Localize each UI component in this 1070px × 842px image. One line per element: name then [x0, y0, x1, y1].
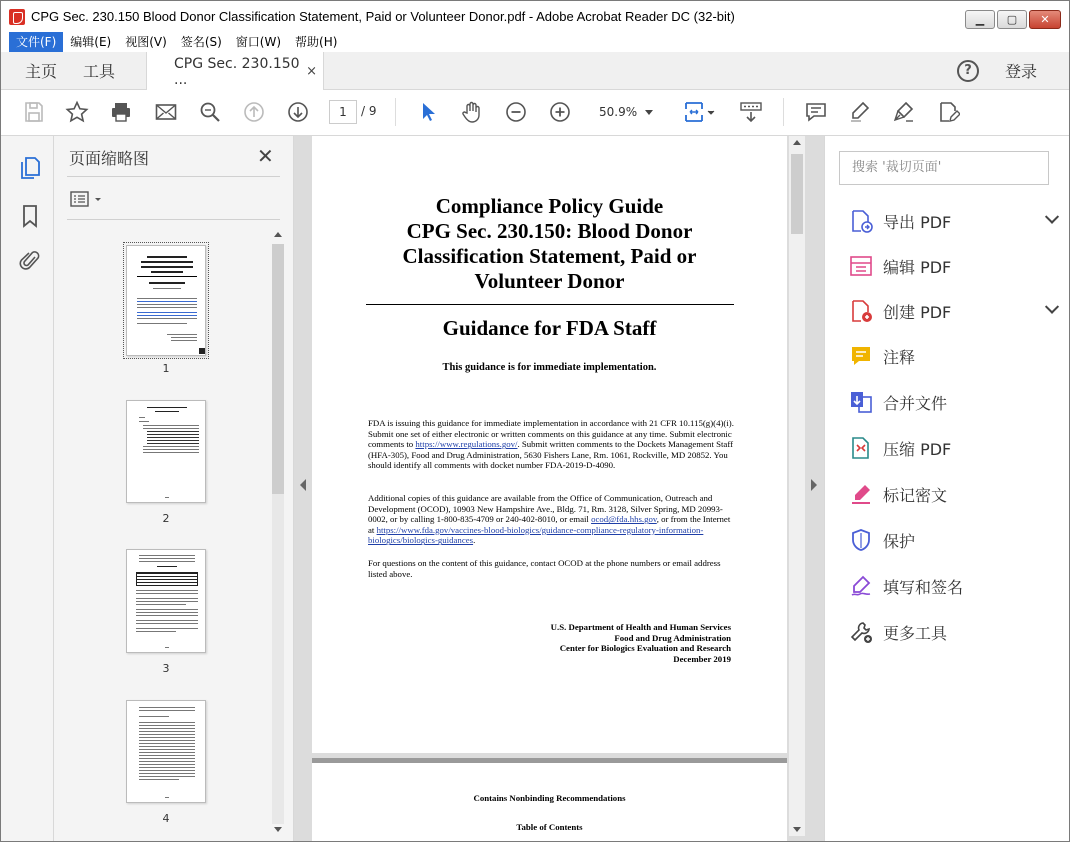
thumbnail-page-number: 3 — [162, 662, 170, 675]
combine-files-icon — [849, 390, 873, 414]
zoom-level-dropdown[interactable]: 50.9% — [589, 100, 661, 124]
tool-compress-pdf[interactable] — [849, 432, 1059, 464]
close-panel-icon[interactable]: ✕ — [257, 144, 274, 168]
share-edit-icon[interactable] — [936, 100, 960, 124]
regulations-link[interactable]: https://www.regulations.gov/ — [415, 439, 518, 450]
tool-label: 注释 — [883, 347, 916, 367]
ocod-email-link[interactable]: ocod@fda.hhs.gov — [591, 514, 657, 525]
copies-paragraph: Additional copies of this guidance are available from the Office of Communication, Outreach and Development (OCOD), 10903 New Hampshire Ave., Bldg. 71, Rm. 3128, Silver Spring, MD 20993-0002, or by calling 1-800-835-4709 or 240-402-8010, or email ocod@fda.hhs.gov, or from the Internet at https://www.fda.gov/vaccines-blood-biologics/guidance-compliance-regulatory-information-biologics/biologics-guidances. — [368, 493, 731, 546]
toolbar-divider — [395, 98, 396, 126]
collapse-right-panel-icon[interactable] — [811, 479, 817, 491]
maximize-button[interactable]: ▢ — [997, 10, 1027, 29]
document-title — [312, 194, 787, 294]
scroll-mode-icon[interactable] — [739, 100, 763, 124]
print-icon[interactable] — [109, 100, 133, 124]
document-subtitle: Guidance for FDA Staff — [442, 316, 657, 340]
save-icon[interactable] — [22, 100, 46, 124]
title-line: CPG Sec. 230.150: Blood Donor — [406, 219, 693, 243]
menu-sign[interactable]: 签名(S) — [180, 35, 222, 49]
minimize-button[interactable]: ▁ — [965, 10, 995, 29]
page-number-input[interactable]: 1 — [329, 100, 357, 124]
tool-label: 保护 — [883, 531, 916, 551]
protect-icon — [849, 528, 873, 552]
thumbnail-scrollbar[interactable] — [270, 232, 286, 832]
redact-icon — [849, 482, 873, 506]
tool-edit-pdf[interactable] — [849, 250, 1059, 282]
document-viewer[interactable] — [294, 136, 824, 842]
tool-comment[interactable] — [849, 340, 1059, 372]
search-zoom-icon[interactable] — [198, 100, 222, 124]
menu-help[interactable]: 帮助(H) — [295, 35, 338, 49]
implementation-note: This guidance is for immediate implementation. — [442, 362, 657, 373]
next-page-icon[interactable] — [286, 100, 310, 124]
select-cursor-icon[interactable] — [416, 100, 440, 124]
thumbnail-panel-title: 页面缩略图 — [69, 149, 150, 168]
menu-edit[interactable]: 编辑(E) — [70, 35, 112, 49]
tab-tools[interactable]: 工具 — [83, 62, 116, 81]
tool-combine-files[interactable] — [849, 386, 1059, 418]
toc-heading: Table of Contents — [516, 822, 583, 832]
tools-search-input[interactable]: 搜索 '裁切页面' — [839, 151, 1049, 185]
collapse-left-panel-icon[interactable] — [300, 479, 306, 491]
panel-divider — [67, 219, 280, 220]
fit-page-icon[interactable] — [683, 100, 717, 124]
tool-label: 更多工具 — [883, 623, 948, 643]
title-line: Compliance Policy Guide — [435, 194, 664, 218]
compress-pdf-icon — [849, 436, 873, 460]
pdf-page-1 — [312, 136, 787, 753]
close-window-button[interactable]: ✕ — [1029, 10, 1061, 29]
tab-bar — [1, 52, 1069, 90]
tab-home[interactable]: 主页 — [25, 62, 58, 81]
email-icon[interactable] — [154, 100, 178, 124]
thumbnail-page-number: 2 — [162, 512, 170, 525]
tool-protect[interactable] — [849, 524, 1059, 556]
window-title: CPG Sec. 230.150 Blood Donor Classification Statement, Paid or Volunteer Donor.pdf - Adobe Acrobat Reader DC (32-bit) — [31, 9, 735, 24]
tool-label: 合并文件 — [883, 393, 948, 413]
tool-label: 标记密文 — [883, 485, 948, 505]
menu-bar — [1, 32, 1069, 52]
tool-label: 编辑 PDF — [883, 257, 952, 277]
create-pdf-icon — [849, 299, 873, 323]
previous-page-icon[interactable] — [242, 100, 266, 124]
attachments-icon[interactable] — [19, 249, 41, 273]
signature-line: December 2019 — [673, 653, 731, 664]
chevron-down-icon[interactable] — [1045, 210, 1059, 224]
bookmarks-icon[interactable] — [19, 204, 41, 228]
menu-window[interactable]: 窗口(W) — [235, 35, 282, 49]
title-line: Classification Statement, Paid or — [402, 244, 697, 268]
zoom-in-icon[interactable] — [548, 100, 572, 124]
questions-paragraph: For questions on the content of this guidance, contact OCOD at the phone numbers or email address listed above. — [368, 558, 721, 579]
acrobat-app-icon — [9, 9, 25, 25]
signature-line: Center for Biologics Evaluation and Research — [559, 643, 731, 654]
comment-icon — [849, 344, 873, 368]
main-toolbar — [1, 90, 1069, 136]
tab-document[interactable] — [146, 52, 324, 91]
bookmark-star-icon[interactable] — [65, 100, 89, 124]
thumbnail-page-1[interactable] — [126, 245, 206, 356]
export-pdf-icon — [849, 209, 873, 233]
menu-view[interactable]: 视图(V) — [125, 35, 167, 49]
toolbar-divider — [783, 98, 784, 126]
thumbnail-page-3[interactable] — [126, 549, 206, 653]
comments-paragraph: FDA is issuing this guidance for immediate implementation in accordance with 21 CFR 10.115(g)(4)(i). Submit one set of either electronic or written comments on this guidance at any time. Submit electronic comments to https://www.regulations.gov/. Submit written comments to the Dockets Management Staff (HFA-305), Food and Drug Administration, 5630 Fishers Lane, Rm. 1061, Rockville, MD 20852. You should identify all comments with docket number FDA-2019-D-4090. — [368, 418, 734, 471]
tool-fill-sign[interactable] — [849, 570, 1059, 602]
edit-pdf-icon — [849, 254, 873, 278]
comment-icon[interactable] — [804, 100, 828, 124]
tool-label: 创建 PDF — [883, 302, 952, 322]
sign-icon[interactable] — [892, 100, 916, 124]
pdf-page-2 — [312, 758, 787, 842]
menu-file[interactable]: 文件(F) — [9, 32, 63, 52]
agency-signature — [551, 622, 731, 664]
tool-label: 填写和签名 — [883, 577, 964, 597]
page-thumbnails-icon[interactable] — [19, 156, 41, 180]
close-tab-icon[interactable]: × — [306, 64, 318, 79]
tool-create-pdf[interactable] — [849, 295, 1059, 327]
tool-more-tools[interactable] — [849, 616, 1059, 648]
thumbnail-page-4[interactable] — [126, 700, 206, 803]
tool-redact[interactable] — [849, 478, 1059, 510]
title-line: Volunteer Donor — [474, 269, 625, 293]
title-bar — [1, 1, 1069, 32]
tools-pane — [824, 136, 1069, 842]
tool-label: 压缩 PDF — [883, 439, 952, 459]
more-tools-icon — [849, 620, 873, 644]
thumbnail-page-2[interactable] — [126, 400, 206, 503]
fda-guidance-link[interactable]: https://www.fda.gov/vaccines-blood-biologics/guidance-compliance-regulatory-information-biologics/biologics-guidances — [368, 524, 704, 546]
chevron-down-icon[interactable] — [1045, 300, 1059, 314]
thumbnail-options-icon[interactable] — [70, 190, 104, 208]
tool-export-pdf[interactable] — [849, 205, 1059, 237]
document-tab-label: CPG Sec. 230.150 ... — [174, 55, 300, 88]
highlight-pen-icon[interactable] — [848, 100, 872, 124]
thumbnail-page-number: 4 — [162, 812, 170, 825]
signature-line: Food and Drug Administration — [614, 632, 731, 643]
title-rule — [366, 304, 734, 305]
signature-line: U.S. Department of Health and Human Services — [550, 622, 731, 632]
thumbnail-page-number: 1 — [162, 362, 170, 375]
login-button[interactable]: 登录 — [1004, 62, 1037, 81]
help-icon[interactable]: ? — [957, 60, 979, 82]
thumbnail-panel — [54, 136, 294, 842]
window-controls — [965, 10, 1061, 29]
page-total-label: / 9 — [361, 104, 377, 118]
nonbinding-heading: Contains Nonbinding Recommendations — [473, 793, 626, 803]
panel-divider — [67, 176, 280, 177]
tool-label: 导出 PDF — [883, 212, 952, 232]
hand-tool-icon[interactable] — [460, 100, 484, 124]
navigation-rail — [1, 136, 54, 842]
document-scrollbar[interactable] — [789, 136, 805, 836]
fill-sign-icon — [849, 574, 873, 598]
zoom-out-icon[interactable] — [504, 100, 528, 124]
